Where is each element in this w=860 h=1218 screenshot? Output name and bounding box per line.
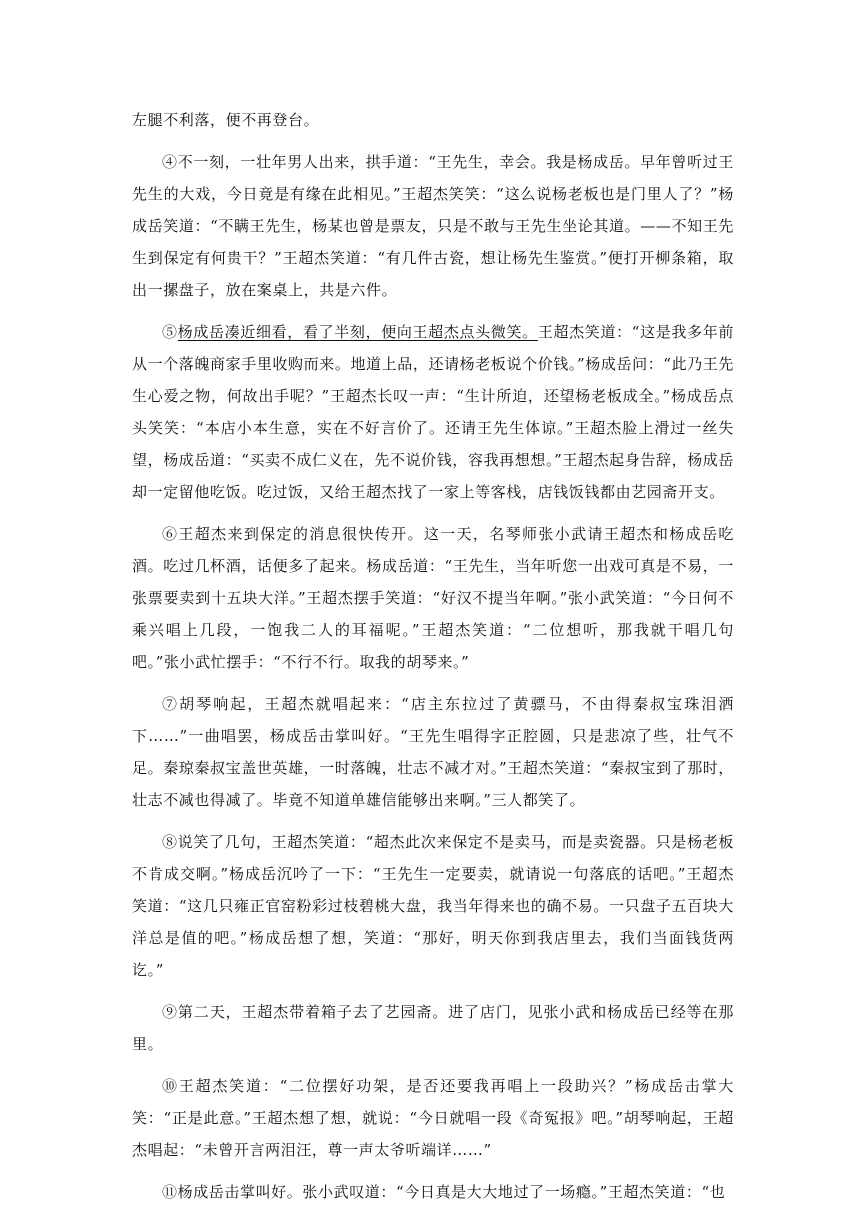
- paragraph-continuation: 左腿不利落，便不再登台。: [132, 111, 320, 129]
- paragraph-7: ⑦胡琴响起，王超杰就唱起来：“店主东拉过了黄骠马，不由得秦叔宝珠泪洒下……”一曲唱罢，杨成岳击掌叫好。“王先生唱得字正腔圆，只是悲凉了些，壮气不足。秦琼秦叔宝盖世英雄，一时落魄，壮志不减才对。”王超杰笑道：“秦叔宝到了那时，壮志不减也得减了。毕竟不知道单雄信能够出来啊。”三人都笑了。: [132, 695, 734, 809]
- document-body: [132, 104, 734, 1218]
- paragraph-6: ⑥王超杰来到保定的消息很快传开。这一天，名琴师张小武请王超杰和杨成岳吃酒。吃过几杯酒，话便多了起来。杨成岳道：“王先生，当年听您一出戏可真是不易，一张票要卖到十五块大洋。”王超杰摆手笑道：“好汉不提当年啊。”张小武笑道：“今日何不乘兴唱上几段，一饱我二人的耳福呢。”王超杰笑道：“二位想听，那我就干唱几句吧。”张小武忙摆手：“不行不行。取我的胡琴来。”: [132, 525, 734, 671]
- paragraph-5: [132, 316, 734, 508]
- paragraph-9: ⑨第二天，王超杰带着箱子去了艺园斋。进了店门，见张小武和杨成岳已经等在那里。: [132, 1003, 734, 1053]
- paragraph-11: ⑪杨成岳击掌叫好。张小武叹道：“今日真是大大地过了一场瘾。”王超杰笑道：“也: [162, 1183, 726, 1201]
- paragraph-5-number: ⑤: [162, 323, 178, 341]
- paragraph-10: ⑩王超杰笑道：“二位摆好功架，是否还要我再唱上一段助兴？”杨成岳击掌大笑：“正是此意。”王超杰想了想，就说：“今日就唱一段《奇冤报》吧。”胡琴响起，王超杰唱起：“未曾开言两泪汪，尊一声太爷听端详……”: [132, 1077, 734, 1159]
- paragraph-5-rest: 王超杰笑道：“这是我多年前从一个落魄商家手里收购而来。地道上品，还请杨老板说个价钱。”杨成岳问：“此乃王先生心爱之物，何故出手呢？”王超杰长叹一声：“生计所迫，还望杨老板成全。”杨成岳点头笑笑：“本店小本生意，实在不好言价了。还请王先生体谅。”王超杰脸上滑过一丝失望，杨成岳道：“买卖不成仁义在，先不说价钱，容我再想想。”王超杰起身告辞，杨成岳却一定留他吃饭。吃过饭，又给王超杰找了一家上等客栈，店钱饭钱都由艺园斋开支。: [132, 323, 734, 501]
- paragraph-4: ④不一刻，一壮年男人出来，拱手道：“王先生，幸会。我是杨成岳。早年曾听过王先生的大戏，今日竟是有缘在此相见。”王超杰笑笑：“这么说杨老板也是门里人了？”杨成岳笑道：“不瞒王先生，杨某也曾是票友，只是不敢与王先生坐论其道。——不知王先生到保定有何贵干？”王超杰笑道：“有几件古瓷，想让杨先生鉴赏。”便打开柳条箱，取出一摞盘子，放在案桌上，共是六件。: [132, 153, 734, 299]
- paragraph-8: ⑧说笑了几句，王超杰笑道：“超杰此次来保定不是卖马，而是卖瓷器。只是杨老板不肯成交啊。”杨成岳沉吟了一下：“王先生一定要卖，就请说一句落底的话吧。”王超杰笑道：“这几只雍正官窑粉彩过枝碧桃大盘，我当年得来也的确不易。一只盘子五百块大洋总是值的吧。”杨成岳想了想，笑道：“那好，明天你到我店里去，我们当面钱货两讫。”: [132, 833, 734, 979]
- underlined-sentence: 杨成岳凑近细看，看了半刻，便向王超杰点头微笑。: [177, 323, 538, 341]
